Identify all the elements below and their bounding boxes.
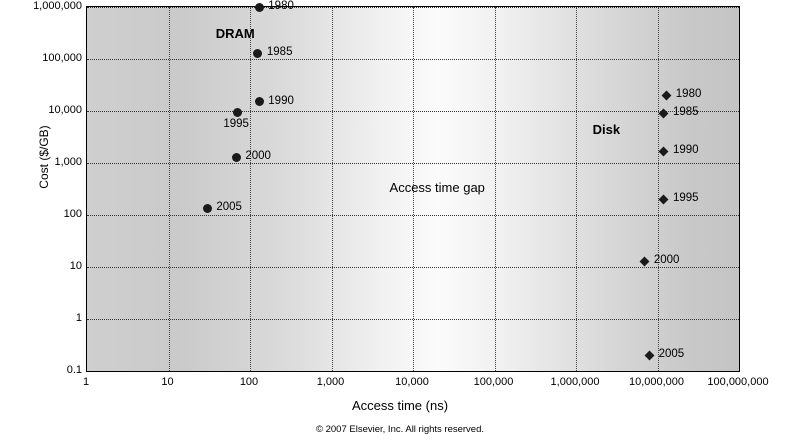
- copyright-notice: © 2007 Elsevier, Inc. All rights reserved.: [315, 424, 485, 435]
- data-point-label: 1990: [672, 144, 699, 157]
- data-point-label: 1985: [266, 46, 293, 59]
- data-point-label: 1990: [268, 94, 294, 107]
- y-axis-tick-label: 0.1: [66, 364, 82, 376]
- data-point-label: 1980: [268, 0, 294, 12]
- y-axis-tick-label: 100: [63, 208, 82, 220]
- x-axis-tick-label: 10: [161, 376, 174, 388]
- series-label-dram: DRAM: [215, 26, 255, 42]
- plot-area: [86, 0, 740, 372]
- gridline-vertical: [576, 7, 577, 371]
- x-axis-tick-label: 10,000,000: [628, 376, 685, 388]
- data-point-dram-1985: [253, 49, 262, 58]
- data-point-label: 1995: [672, 192, 699, 205]
- data-point-disk-2000: [640, 256, 650, 266]
- data-point-dram-2005: [203, 204, 212, 213]
- data-point-label: 1980: [675, 88, 702, 101]
- data-point-disk-1985: [659, 108, 669, 118]
- data-point-disk-2005: [645, 350, 655, 360]
- y-axis-tick-label: 10,000: [48, 104, 82, 116]
- x-axis-tick-label: 1,000: [316, 376, 345, 388]
- y-axis-tick-label: 1,000,000: [33, 0, 82, 12]
- data-point-dram-1995: [233, 108, 242, 117]
- data-point-label: 2005: [216, 201, 242, 214]
- gridline-vertical: [658, 7, 659, 371]
- x-axis-tick-label: 1: [82, 376, 90, 388]
- data-point-disk-1995: [659, 194, 669, 204]
- y-axis-tick-label: 1: [75, 312, 82, 324]
- data-point-label: 1995: [223, 118, 249, 131]
- data-point-disk-1980: [662, 90, 672, 100]
- gridline-vertical: [169, 7, 170, 371]
- data-point-dram-1980: [255, 3, 264, 12]
- annotation-access-time-gap: Access time gap: [389, 180, 485, 196]
- data-point-dram-2000: [232, 153, 241, 162]
- data-point-label: 2005: [658, 348, 685, 361]
- x-axis-tick-label: 100: [239, 376, 259, 388]
- data-point-label: 1985: [672, 106, 699, 119]
- y-axis-tick-label: 10: [69, 260, 82, 272]
- y-axis-label: Cost ($/GB): [37, 125, 51, 189]
- gridline-vertical: [495, 7, 496, 371]
- y-axis-tick-label: 1,000: [54, 156, 82, 168]
- y-axis-tick-label: 100,000: [42, 52, 82, 64]
- x-axis-tick-label: 10,000: [395, 376, 429, 388]
- data-point-disk-1990: [659, 146, 669, 156]
- x-axis-tick-label: 100,000,000: [707, 376, 769, 388]
- data-point-label: 2000: [653, 254, 680, 267]
- data-point-label: 2000: [245, 150, 271, 163]
- series-label-disk: Disk: [592, 122, 621, 138]
- x-axis-tick-label: 100,000: [473, 376, 514, 388]
- data-point-dram-1990: [255, 97, 264, 106]
- gridline-vertical: [332, 7, 333, 371]
- x-axis-label: Access time (ns): [351, 398, 449, 413]
- x-axis-tick-label: 1,000,000: [550, 376, 600, 388]
- gridline-vertical: [250, 7, 251, 371]
